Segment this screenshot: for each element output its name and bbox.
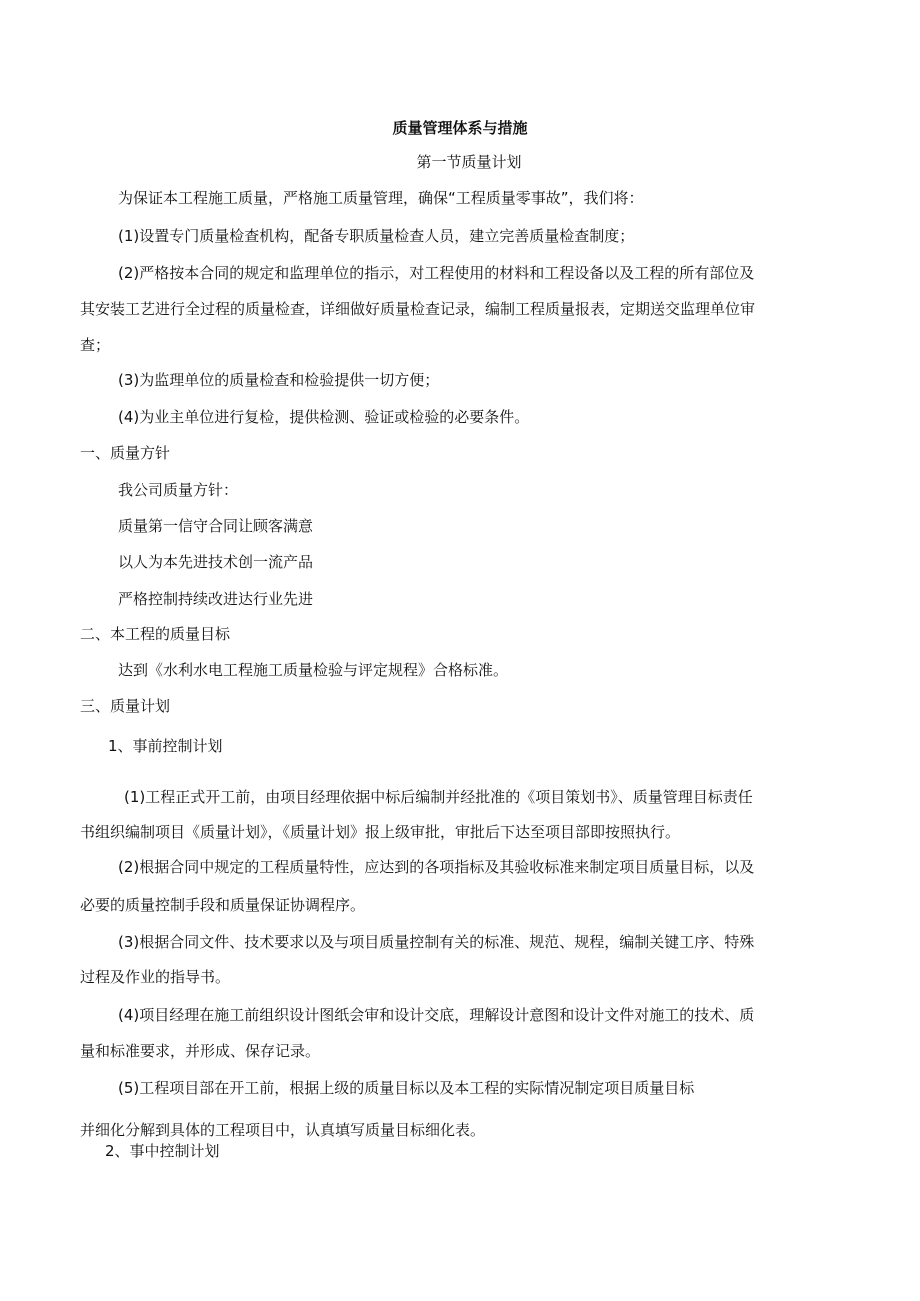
plan-item: (4)项目经理在施工前组织设计图纸会审和设计交底，理解设计意图和设计文件对施工的技术、质 [118, 1006, 755, 1024]
subsection-heading: 2、事中控制计划 [105, 1142, 220, 1160]
policy-line: 严格控制持续改进达行业先进 [118, 590, 314, 608]
section-heading-goal: 二、本工程的质量目标 [80, 625, 231, 643]
intro-item: (1)设置专门质量检查机构，配备专职质量检查人员，建立完善质量检查制度； [118, 227, 635, 245]
section-title: 第一节质量计划 [416, 153, 522, 171]
intro-item: (2)严格按本合同的规定和监理单位的指示，对工程使用的材料和工程设备以及工程的所有部位及 [118, 264, 755, 282]
intro-item: (4)为业主单位进行复检，提供检测、验证或检验的必要条件。 [118, 408, 530, 426]
goal-line: 达到《水利水电工程施工质量检验与评定规程》合格标准。 [118, 661, 509, 679]
plan-item: (2)根据合同中规定的工程质量特性，应达到的各项指标及其验收标准来制定项目质量目标，以及 [118, 858, 755, 876]
intro-item-continued: 查； [80, 336, 111, 354]
doc-title: 质量管理体系与措施 [392, 119, 528, 137]
subsection-heading: 1、事前控制计划 [108, 737, 223, 755]
plan-item: (3)根据合同文件、技术要求以及与项目质量控制有关的标准、规范、规程，编制关键工序、特殊 [118, 933, 755, 951]
intro-paragraph: 为保证本工程施工质量，严格施工质量管理，确保“工程质量零事故”，我们将： [118, 189, 644, 207]
policy-line: 以人为本先进技术创一流产品 [118, 553, 314, 571]
plan-item: (1)工程正式开工前，由项目经理依据中标后编制并经批准的《项目策划书》、质量管理目标责任 [124, 788, 753, 806]
plan-item-continued: 并细化分解到具体的工程项目中，认真填写质量目标细化表。 [80, 1121, 486, 1139]
plan-item: (5)工程项目部在开工前，根据上级的质量目标以及本工程的实际情况制定项目质量目标 [118, 1079, 695, 1097]
intro-item: (3)为监理单位的质量检查和检验提供一切方便； [118, 371, 440, 389]
intro-item-continued: 其安装工艺进行全过程的质量检查，详细做好质量检查记录，编制工程质量报表，定期送交监理单位审 [80, 300, 756, 318]
plan-item-continued: 量和标准要求，并形成、保存记录。 [80, 1042, 321, 1060]
plan-item-continued: 过程及作业的指导书。 [80, 968, 231, 986]
section-heading-policy: 一、质量方针 [80, 444, 171, 462]
policy-line: 我公司质量方针： [118, 481, 239, 499]
policy-line: 质量第一信守合同让顾客满意 [118, 517, 314, 535]
plan-item-continued: 书组织编制项目《质量计划》，《质量计划》报上级审批，审批后下达至项目部即按照执行。 [80, 823, 681, 841]
plan-item-continued: 必要的质量控制手段和质量保证协调程序。 [80, 896, 366, 914]
section-heading-plan: 三、质量计划 [80, 697, 171, 715]
